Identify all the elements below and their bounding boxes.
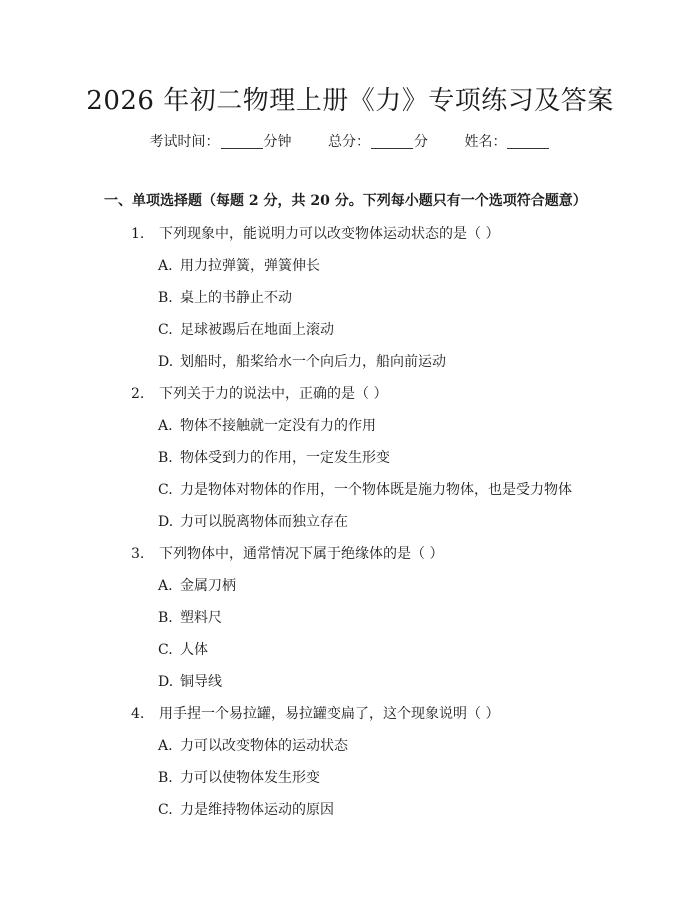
- question-text: 下列物体中，通常情况下属于绝缘体的是（ ）: [159, 546, 444, 562]
- option-letter: C.: [158, 642, 173, 658]
- page-title: 2026 年初二物理上册《力》专项练习及答案: [86, 86, 614, 116]
- exam-time-blank: [221, 134, 263, 149]
- option-text: 力是维持物体运动的原因: [180, 802, 334, 818]
- question-3-option-b: [158, 607, 222, 627]
- question-1-option-d: [158, 351, 446, 371]
- option-letter: B.: [158, 450, 173, 466]
- option-text: 力可以脱离物体而独立存在: [180, 514, 348, 530]
- question-2-option-a: [158, 415, 376, 435]
- option-text: 物体不接触就一定没有力的作用: [180, 418, 376, 434]
- question-4-option-b: [158, 767, 320, 787]
- total-score-blank: [371, 134, 413, 149]
- question-number: 3.: [131, 546, 145, 562]
- question-number: 4.: [131, 706, 145, 722]
- option-text: 划船时，船桨给水一个向后力，船向前运动: [180, 354, 446, 370]
- question-4-option-c: [158, 799, 334, 819]
- question-2-option-d: [158, 511, 348, 531]
- question-number: 1.: [131, 226, 145, 242]
- option-text: 铜导线: [180, 674, 222, 690]
- student-name-blank: [507, 134, 549, 149]
- exam-info-line: [0, 131, 700, 151]
- option-letter: A.: [158, 738, 173, 754]
- option-letter: C.: [158, 322, 173, 338]
- total-score-unit: 分: [414, 134, 428, 150]
- question-4-option-a: [158, 735, 348, 755]
- question-text: 下列现象中，能说明力可以改变物体运动状态的是（ ）: [159, 226, 500, 242]
- question-3: [131, 543, 443, 563]
- option-text: 力可以改变物体的运动状态: [180, 738, 348, 754]
- question-4: [131, 703, 499, 723]
- question-2: [131, 383, 387, 403]
- option-letter: D.: [158, 674, 174, 690]
- option-letter: D.: [158, 354, 174, 370]
- exam-time-field: [150, 131, 292, 151]
- option-letter: A.: [158, 578, 173, 594]
- student-name-field: [464, 131, 550, 151]
- option-letter: B.: [158, 610, 173, 626]
- question-3-option-a: [158, 575, 236, 595]
- student-name-label: 姓名：: [464, 134, 507, 150]
- option-text: 力可以使物体发生形变: [180, 770, 320, 786]
- section-heading: 一、单项选择题（每题 2 分，共 20 分。下列每小题只有一个选项符合题意）: [104, 193, 587, 209]
- total-score-label: 总分：: [328, 134, 370, 150]
- option-text: 塑料尺: [180, 610, 222, 626]
- question-2-option-c: [158, 479, 572, 499]
- option-letter: B.: [158, 290, 173, 306]
- option-text: 力是物体对物体的作用，一个物体既是施力物体，也是受力物体: [180, 482, 572, 498]
- question-3-option-d: [158, 671, 222, 691]
- exam-time-label: 考试时间：: [149, 134, 220, 150]
- option-letter: D.: [158, 514, 174, 530]
- exam-time-unit: 分钟: [263, 134, 292, 150]
- option-letter: A.: [158, 258, 173, 274]
- question-number: 2.: [131, 386, 145, 402]
- question-text: 用手捏一个易拉罐，易拉罐变扁了，这个现象说明（ ）: [159, 706, 500, 722]
- option-text: 物体受到力的作用，一定发生形变: [180, 450, 390, 466]
- question-2-option-b: [158, 447, 390, 467]
- option-text: 足球被踢后在地面上滚动: [180, 322, 334, 338]
- option-letter: C.: [158, 482, 173, 498]
- question-3-option-c: [158, 639, 208, 659]
- option-text: 用力拉弹簧，弹簧伸长: [180, 258, 320, 274]
- option-text: 金属刀柄: [180, 578, 236, 594]
- option-letter: B.: [158, 770, 173, 786]
- question-1-option-c: [158, 319, 334, 339]
- question-1: [131, 223, 499, 243]
- option-text: 桌上的书静止不动: [180, 290, 292, 306]
- total-score-field: [328, 131, 428, 151]
- option-text: 人体: [180, 642, 208, 658]
- question-1-option-b: [158, 287, 292, 307]
- question-text: 下列关于力的说法中，正确的是（ ）: [159, 386, 388, 402]
- option-letter: A.: [158, 418, 173, 434]
- option-letter: C.: [158, 802, 173, 818]
- question-1-option-a: [158, 255, 320, 275]
